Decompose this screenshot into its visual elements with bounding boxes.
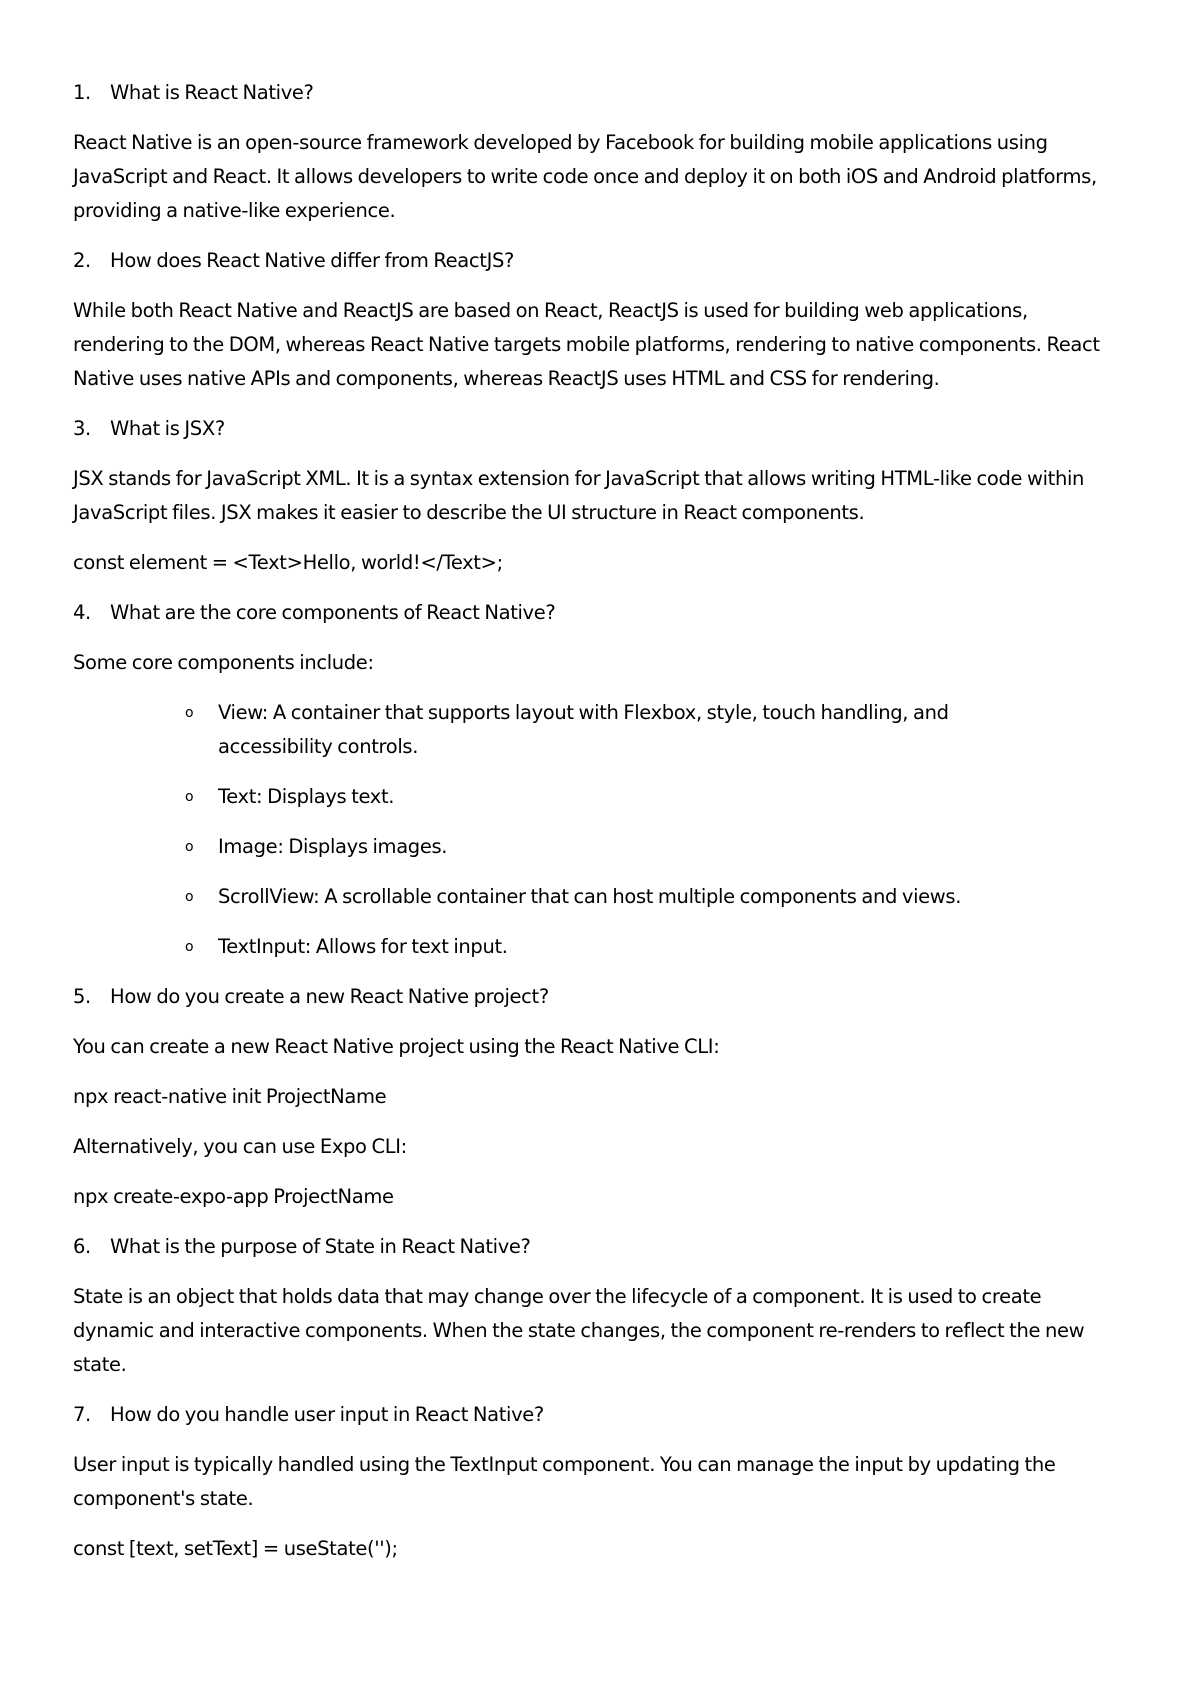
list-item-text: Text: Displays text. bbox=[218, 785, 395, 808]
list-item bbox=[73, 780, 1120, 814]
section-5 bbox=[73, 980, 1120, 1214]
answer-paragraph: React Native is an open-source framework developed by Facebook for building mobile applications using JavaScript and React. It allows developers to write code once and deploy it on both iOS and Android platforms, providing a native-like experience. bbox=[73, 131, 1097, 222]
question-text: How do you handle user input in React Native? bbox=[110, 1403, 544, 1426]
list-item-text: Image: Displays images. bbox=[218, 835, 448, 858]
question-number: 2. bbox=[73, 249, 91, 272]
section-7 bbox=[73, 1398, 1120, 1566]
code-snippet: npx create-expo-app ProjectName bbox=[73, 1185, 394, 1208]
question-text: What is JSX? bbox=[110, 417, 225, 440]
bullet-icon: o bbox=[185, 839, 194, 855]
question-text: What is React Native? bbox=[110, 81, 314, 104]
question-heading bbox=[73, 76, 1120, 110]
code-snippet: npx react-native init ProjectName bbox=[73, 1085, 387, 1108]
list-item bbox=[73, 930, 1120, 964]
section-4 bbox=[73, 596, 1120, 964]
list-item-text: ScrollView: A scrollable container that can host multiple components and views. bbox=[218, 885, 962, 908]
code-snippet: const [text, setText] = useState(''); bbox=[73, 1537, 398, 1560]
question-heading bbox=[73, 244, 1120, 278]
question-text: How does React Native differ from ReactJS? bbox=[110, 249, 515, 272]
section-1 bbox=[73, 76, 1120, 228]
answer-paragraph: While both React Native and ReactJS are based on React, ReactJS is used for building web applications, rendering to the DOM, whereas React Native targets mobile platforms, rendering to native components. React Native uses native APIs and components, whereas ReactJS uses HTML and CSS for rendering. bbox=[73, 299, 1100, 390]
question-number: 3. bbox=[73, 417, 91, 440]
answer-paragraph: JSX stands for JavaScript XML. It is a syntax extension for JavaScript that allows writing HTML-like code within JavaScript files. JSX makes it easier to describe the UI structure in React components. bbox=[73, 467, 1085, 524]
question-heading bbox=[73, 412, 1120, 446]
answer-paragraph: User input is typically handled using the TextInput component. You can manage the input by updating the component's state. bbox=[73, 1453, 1056, 1510]
list-item bbox=[73, 880, 1120, 914]
question-number: 6. bbox=[73, 1235, 91, 1258]
question-number: 5. bbox=[73, 985, 91, 1008]
list-item-text: View: A container that supports layout with Flexbox, style, touch handling, and accessibility controls. bbox=[218, 701, 949, 758]
question-number: 1. bbox=[73, 81, 91, 104]
section-3 bbox=[73, 412, 1120, 580]
bullet-icon: o bbox=[185, 789, 194, 805]
question-heading bbox=[73, 1398, 1120, 1432]
list-item bbox=[73, 830, 1120, 864]
bullet-icon: o bbox=[185, 889, 194, 905]
question-text: What are the core components of React Native? bbox=[110, 601, 556, 624]
question-number: 4. bbox=[73, 601, 91, 624]
answer-paragraph: Alternatively, you can use Expo CLI: bbox=[73, 1135, 407, 1158]
answer-paragraph: Some core components include: bbox=[73, 651, 374, 674]
code-snippet: const element = <Text>Hello, world!</Text>; bbox=[73, 551, 503, 574]
question-text: How do you create a new React Native project? bbox=[110, 985, 549, 1008]
question-heading bbox=[73, 596, 1120, 630]
section-2 bbox=[73, 244, 1120, 396]
bullet-icon: o bbox=[185, 705, 194, 721]
question-text: What is the purpose of State in React Native? bbox=[110, 1235, 531, 1258]
answer-paragraph: You can create a new React Native project using the React Native CLI: bbox=[73, 1035, 720, 1058]
list-item bbox=[73, 696, 1120, 764]
list-item-text: TextInput: Allows for text input. bbox=[218, 935, 508, 958]
bullet-icon: o bbox=[185, 939, 194, 955]
section-6 bbox=[73, 1230, 1120, 1382]
answer-paragraph: State is an object that holds data that may change over the lifecycle of a component. It is used to create dynamic and interactive components. When the state changes, the component re-renders to reflect the new state. bbox=[73, 1285, 1085, 1376]
question-heading bbox=[73, 1230, 1120, 1264]
core-components-list bbox=[73, 696, 1120, 964]
question-number: 7. bbox=[73, 1403, 91, 1426]
question-heading bbox=[73, 980, 1120, 1014]
